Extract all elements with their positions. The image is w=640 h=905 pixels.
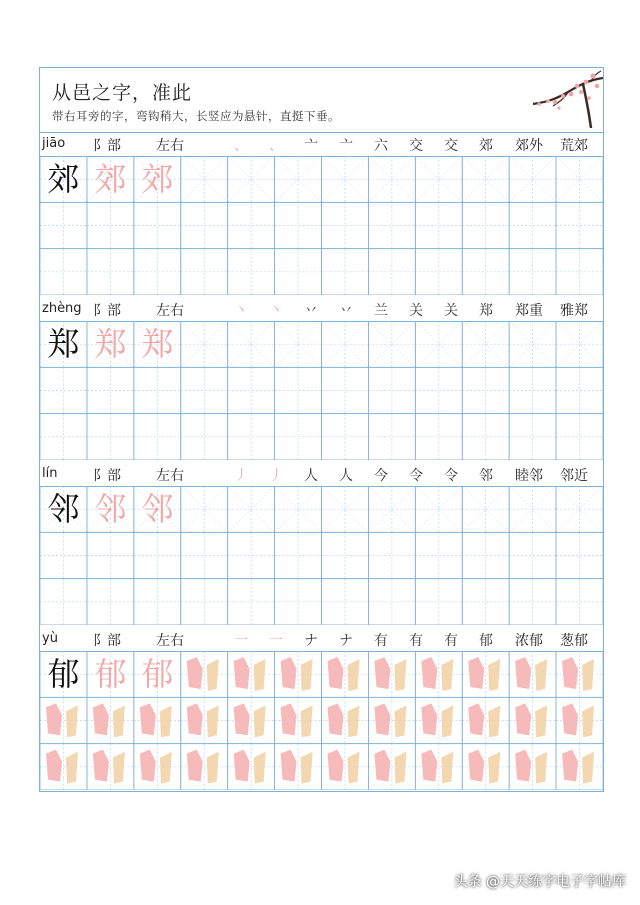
practice-cell bbox=[322, 532, 369, 578]
trace-character: 郁 bbox=[94, 655, 127, 693]
practice-cell bbox=[415, 697, 462, 743]
practice-cell bbox=[40, 532, 87, 578]
info-bar bbox=[40, 132, 603, 157]
practice-cell bbox=[228, 744, 275, 790]
character-block-zheng bbox=[40, 297, 603, 460]
practice-cell bbox=[462, 202, 509, 248]
radical: 阝部 bbox=[93, 303, 121, 319]
practice-cell bbox=[368, 651, 415, 697]
practice-cell bbox=[462, 651, 509, 697]
stroke-step: 丿 bbox=[269, 468, 283, 484]
practice-cell bbox=[556, 321, 603, 367]
practice-cell bbox=[181, 579, 228, 625]
practice-cell bbox=[228, 156, 275, 202]
practice-cell bbox=[134, 202, 181, 248]
practice-cell bbox=[228, 367, 275, 413]
practice-cell bbox=[87, 697, 134, 743]
trace-character: 邻 bbox=[141, 490, 174, 528]
practice-cell bbox=[368, 486, 415, 532]
practice-cell bbox=[556, 651, 603, 697]
practice-cell bbox=[556, 249, 603, 295]
practice-cell bbox=[509, 651, 556, 697]
practice-cell bbox=[415, 651, 462, 697]
practice-cell bbox=[40, 579, 87, 625]
radical: 阝部 bbox=[93, 468, 121, 484]
stroke-order-steps bbox=[230, 629, 510, 649]
watermark-footer: 头条 @天天练字电子字帖库 bbox=[453, 874, 626, 890]
practice-cell bbox=[228, 486, 275, 532]
practice-cell bbox=[462, 156, 509, 202]
stroke-step: 郊 bbox=[479, 138, 493, 154]
pinyin: zhèng bbox=[42, 301, 82, 316]
practice-cell bbox=[322, 414, 369, 460]
example-word-2: 葱郁 bbox=[560, 633, 588, 649]
example-word-1: 浓郁 bbox=[515, 633, 543, 649]
stroke-step: 有 bbox=[444, 633, 458, 649]
stroke-step: 丷 bbox=[339, 303, 353, 319]
practice-cell bbox=[40, 697, 87, 743]
structure: 左右 bbox=[156, 138, 184, 154]
practice-cell bbox=[134, 414, 181, 460]
sheet-header bbox=[40, 68, 603, 133]
stroke-step: 有 bbox=[409, 633, 423, 649]
practice-cell bbox=[228, 579, 275, 625]
practice-cell bbox=[556, 532, 603, 578]
practice-cell bbox=[181, 367, 228, 413]
pinyin: lín bbox=[42, 466, 58, 481]
practice-cell bbox=[462, 744, 509, 790]
practice-cell bbox=[462, 486, 509, 532]
practice-cell bbox=[275, 249, 322, 295]
practice-cell bbox=[462, 414, 509, 460]
practice-cell bbox=[509, 321, 556, 367]
stroke-step: 有 bbox=[374, 633, 388, 649]
practice-cell bbox=[322, 486, 369, 532]
practice-cell bbox=[509, 579, 556, 625]
character-block-jiao bbox=[40, 132, 603, 295]
practice-cell bbox=[275, 744, 322, 790]
practice-cell bbox=[228, 651, 275, 697]
structure: 左右 bbox=[156, 468, 184, 484]
practice-cell bbox=[40, 367, 87, 413]
practice-cell bbox=[462, 249, 509, 295]
practice-cell bbox=[368, 321, 415, 367]
practice-cell bbox=[275, 697, 322, 743]
practice-cell bbox=[556, 486, 603, 532]
stroke-step: 丷 bbox=[304, 303, 318, 319]
stroke-step: 郑 bbox=[479, 303, 493, 319]
practice-cell bbox=[368, 532, 415, 578]
practice-cell bbox=[87, 414, 134, 460]
stroke-step: 、 bbox=[269, 138, 283, 154]
stroke-step: 一 bbox=[269, 633, 283, 649]
stroke-step: 令 bbox=[409, 468, 423, 484]
practice-cell bbox=[275, 532, 322, 578]
practice-cell bbox=[181, 321, 228, 367]
practice-cell bbox=[134, 579, 181, 625]
practice-cell bbox=[415, 486, 462, 532]
info-bar bbox=[40, 627, 603, 652]
example-word-2: 邻近 bbox=[560, 468, 588, 484]
stroke-step: ナ bbox=[304, 633, 318, 649]
stroke-step: 丿 bbox=[234, 468, 248, 484]
practice-cell bbox=[228, 697, 275, 743]
practice-cell bbox=[134, 249, 181, 295]
practice-cell bbox=[556, 202, 603, 248]
stroke-step: 郁 bbox=[479, 633, 493, 649]
example-word-2: 荒郊 bbox=[560, 138, 588, 154]
radical: 阝部 bbox=[93, 138, 121, 154]
stroke-step: 、 bbox=[234, 138, 248, 154]
practice-cell bbox=[322, 156, 369, 202]
stroke-step: 关 bbox=[444, 303, 458, 319]
practice-cell bbox=[228, 532, 275, 578]
practice-cell bbox=[275, 367, 322, 413]
stroke-step: 人 bbox=[304, 468, 318, 484]
practice-cell bbox=[40, 414, 87, 460]
practice-cell bbox=[87, 532, 134, 578]
model-character: 郑 bbox=[47, 325, 80, 363]
practice-cell bbox=[228, 321, 275, 367]
practice-cell bbox=[368, 249, 415, 295]
example-word-1: 郑重 bbox=[515, 303, 543, 319]
practice-cell bbox=[181, 697, 228, 743]
trace-character: 郊 bbox=[94, 160, 127, 198]
practice-cell bbox=[322, 367, 369, 413]
practice-cell bbox=[368, 367, 415, 413]
info-bar bbox=[40, 297, 603, 322]
stroke-step: 丶 bbox=[269, 303, 283, 319]
practice-cell bbox=[509, 697, 556, 743]
practice-cell bbox=[322, 249, 369, 295]
structure: 左右 bbox=[156, 633, 184, 649]
practice-cell bbox=[181, 414, 228, 460]
practice-cell bbox=[322, 651, 369, 697]
practice-cell bbox=[275, 156, 322, 202]
stroke-step: 交 bbox=[444, 138, 458, 154]
stroke-step: 兰 bbox=[374, 303, 388, 319]
stroke-step: 丶 bbox=[234, 303, 248, 319]
stroke-step: 一 bbox=[234, 633, 248, 649]
practice-cell bbox=[134, 744, 181, 790]
practice-cell bbox=[228, 414, 275, 460]
practice-cell bbox=[87, 202, 134, 248]
practice-cell bbox=[40, 744, 87, 790]
stroke-step: 邻 bbox=[479, 468, 493, 484]
practice-cell bbox=[415, 249, 462, 295]
practice-cell bbox=[181, 249, 228, 295]
practice-cell bbox=[40, 202, 87, 248]
practice-cell bbox=[275, 414, 322, 460]
practice-cell bbox=[556, 156, 603, 202]
practice-cell bbox=[368, 579, 415, 625]
model-character: 邻 bbox=[47, 490, 80, 528]
practice-cell bbox=[368, 156, 415, 202]
practice-cell bbox=[415, 532, 462, 578]
example-word-1: 睦邻 bbox=[515, 468, 543, 484]
stroke-order-steps bbox=[230, 464, 510, 484]
practice-cell bbox=[415, 579, 462, 625]
practice-cell bbox=[462, 579, 509, 625]
practice-cell bbox=[134, 697, 181, 743]
practice-cell bbox=[181, 651, 228, 697]
practice-cell bbox=[509, 156, 556, 202]
practice-cell bbox=[415, 744, 462, 790]
practice-cell bbox=[87, 579, 134, 625]
trace-character: 郁 bbox=[141, 655, 174, 693]
structure: 左右 bbox=[156, 303, 184, 319]
pinyin: yù bbox=[42, 631, 58, 646]
practice-cell bbox=[556, 697, 603, 743]
practice-cell bbox=[134, 532, 181, 578]
stroke-order-steps bbox=[230, 299, 510, 319]
practice-cell bbox=[368, 744, 415, 790]
practice-cell bbox=[556, 414, 603, 460]
practice-cell bbox=[415, 156, 462, 202]
practice-cell bbox=[509, 486, 556, 532]
practice-cell bbox=[322, 744, 369, 790]
example-word-2: 雅郑 bbox=[560, 303, 588, 319]
practice-cell bbox=[556, 579, 603, 625]
practice-cell bbox=[275, 321, 322, 367]
practice-cell bbox=[509, 532, 556, 578]
page-title: 从邑之字，准此 bbox=[52, 82, 193, 104]
page-subtitle: 带右耳旁的字，弯钩稍大，长竖应为悬针，直挺下垂。 bbox=[52, 109, 340, 123]
practice-cell bbox=[275, 651, 322, 697]
stroke-step: 人 bbox=[339, 468, 353, 484]
practice-cell bbox=[181, 486, 228, 532]
practice-cell bbox=[415, 321, 462, 367]
practice-cell bbox=[228, 249, 275, 295]
practice-cell bbox=[509, 249, 556, 295]
practice-cell bbox=[368, 697, 415, 743]
stroke-step: 关 bbox=[409, 303, 423, 319]
practice-cell bbox=[509, 367, 556, 413]
stroke-step: 亠 bbox=[304, 138, 318, 154]
practice-cell bbox=[87, 367, 134, 413]
info-bar bbox=[40, 462, 603, 487]
stroke-step: 今 bbox=[374, 468, 388, 484]
plum-blossom-illustration bbox=[493, 68, 603, 132]
practice-sheet bbox=[39, 67, 604, 792]
practice-cell bbox=[228, 202, 275, 248]
practice-cell bbox=[322, 321, 369, 367]
trace-character: 郑 bbox=[141, 325, 174, 363]
stroke-step: 令 bbox=[444, 468, 458, 484]
stroke-order-steps bbox=[230, 134, 510, 154]
practice-cell bbox=[181, 532, 228, 578]
pinyin: jiāo bbox=[42, 136, 66, 151]
practice-cell bbox=[509, 202, 556, 248]
practice-cell bbox=[275, 579, 322, 625]
practice-cell bbox=[415, 202, 462, 248]
practice-cell bbox=[181, 202, 228, 248]
practice-cell bbox=[509, 414, 556, 460]
practice-cell bbox=[462, 321, 509, 367]
practice-cell bbox=[181, 156, 228, 202]
trace-character: 邻 bbox=[94, 490, 127, 528]
practice-cell bbox=[275, 486, 322, 532]
stroke-step: 交 bbox=[409, 138, 423, 154]
model-character: 郊 bbox=[47, 160, 80, 198]
stroke-step: 亠 bbox=[339, 138, 353, 154]
practice-cell bbox=[40, 249, 87, 295]
practice-cell bbox=[415, 414, 462, 460]
practice-cell bbox=[368, 414, 415, 460]
practice-cell bbox=[275, 202, 322, 248]
example-word-1: 郊外 bbox=[515, 138, 543, 154]
character-block-yu bbox=[40, 627, 603, 790]
stroke-step: 六 bbox=[374, 138, 388, 154]
practice-cell bbox=[509, 744, 556, 790]
practice-cell bbox=[368, 202, 415, 248]
practice-cell bbox=[87, 249, 134, 295]
practice-cell bbox=[556, 367, 603, 413]
practice-cell bbox=[322, 579, 369, 625]
character-block-lin bbox=[40, 462, 603, 625]
trace-character: 郊 bbox=[141, 160, 174, 198]
practice-cell bbox=[415, 367, 462, 413]
practice-cell bbox=[181, 744, 228, 790]
practice-cell bbox=[462, 697, 509, 743]
practice-cell bbox=[462, 367, 509, 413]
model-character: 郁 bbox=[47, 655, 80, 693]
practice-cell bbox=[556, 744, 603, 790]
practice-cell bbox=[322, 697, 369, 743]
practice-cell bbox=[87, 744, 134, 790]
radical: 阝部 bbox=[93, 633, 121, 649]
stroke-step: ナ bbox=[339, 633, 353, 649]
practice-cell bbox=[322, 202, 369, 248]
practice-cell bbox=[134, 367, 181, 413]
practice-cell bbox=[462, 532, 509, 578]
trace-character: 郑 bbox=[94, 325, 127, 363]
